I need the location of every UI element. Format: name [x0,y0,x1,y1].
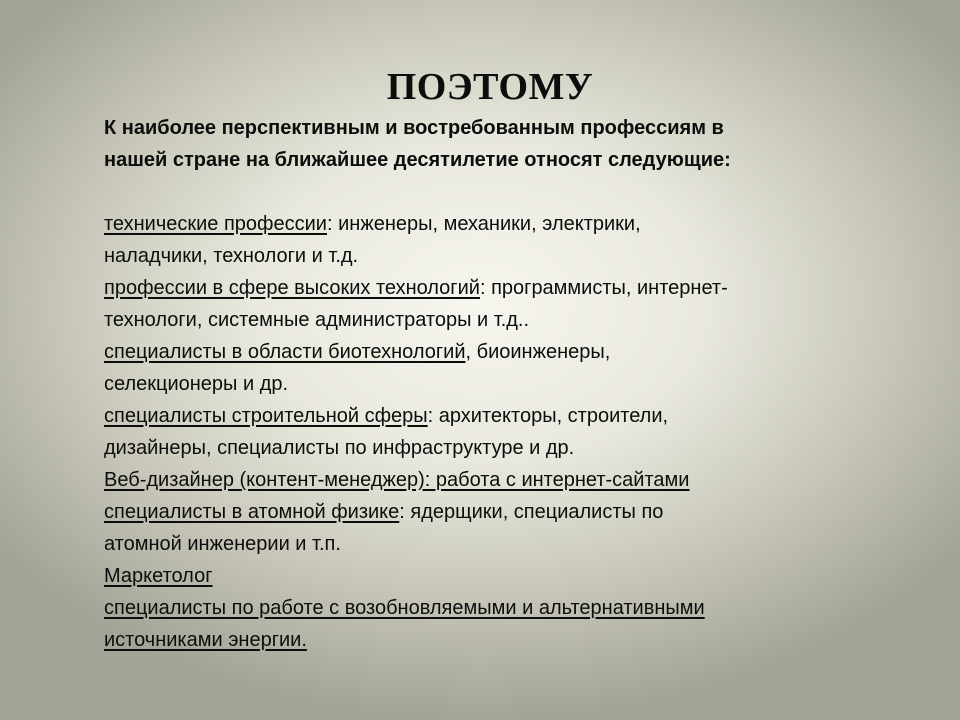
intro-text [104,112,884,176]
item-link[interactable]: специалисты по работе с возобновляемыми и альтернативными [104,597,705,619]
list-item-continued: селекционеры и др. [104,373,289,395]
item-text: : ядерщики, специалисты по [399,501,664,523]
item-text: : программисты, интернет- [479,277,728,299]
list-item-continued: наладчики, технологи и т.д. [104,245,359,267]
item-link[interactable]: источниками энергии. [104,629,307,651]
item-link[interactable]: специалисты строительной сферы [104,405,428,427]
list-item [104,560,894,592]
item-link[interactable]: специалисты в области биотехнологий [104,341,466,363]
list-item [104,496,894,528]
list-item-continued: технологи, системные администраторы и т.д.. [104,309,530,331]
list-item-continued [104,624,894,656]
item-link[interactable]: специалисты в атомной физике [104,501,400,523]
list-item [104,400,894,432]
list-item-continued: атомной инженерии и т.п. [104,533,341,555]
intro-line: К наиболее перспективным и востребованным профессиям в [104,117,724,139]
item-link[interactable]: Веб-дизайнер (контент-менеджер): работа с интернет-сайтами [104,469,690,491]
list-item [104,336,894,368]
item-text: : инженеры, механики, электрики, [326,213,641,235]
slide-title: ПОЭТОМУ [386,66,594,108]
item-link[interactable]: технические профессии [104,213,327,235]
list-item [104,464,894,496]
intro-line: нашей стране на ближайшее десятилетие относят следующие: [104,149,731,171]
item-text: : архитекторы, строители, [427,405,669,427]
list-item [104,592,894,624]
list-item [104,272,894,304]
list-item-continued: дизайнеры, специалисты по инфраструктуре и др. [104,437,575,459]
list-item [104,208,894,240]
item-text: , биоинженеры, [465,341,611,363]
item-link[interactable]: профессии в сфере высоких технологий [104,277,480,299]
item-link[interactable]: Маркетолог [104,565,213,587]
profession-list [104,208,894,656]
